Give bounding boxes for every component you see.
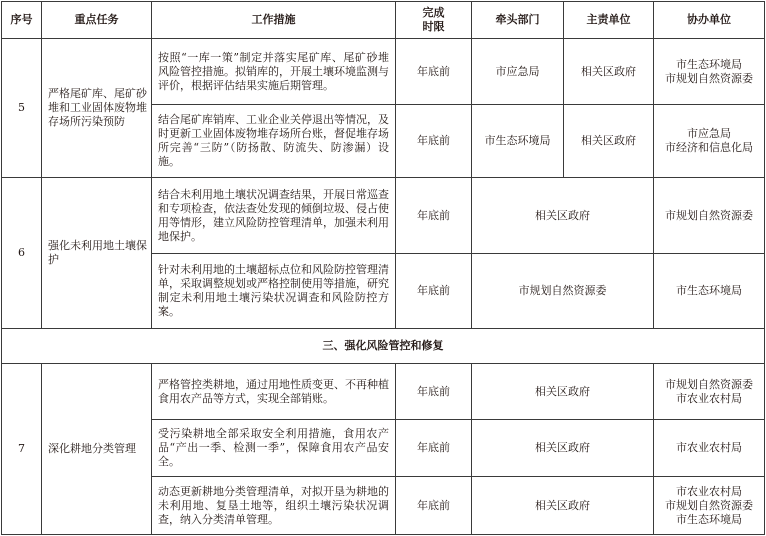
deadline-cell: 年底前 bbox=[396, 364, 472, 420]
assist-unit: 市生态环境局 bbox=[676, 284, 742, 297]
assist-unit: 市经济和信息化局 bbox=[665, 141, 753, 154]
assist-cell bbox=[654, 105, 765, 178]
assist-unit: 市农业农村局 bbox=[676, 484, 742, 498]
header-measure: 工作措施 bbox=[152, 2, 396, 39]
lead-responsible-merged-cell: 相关区政府 bbox=[472, 364, 654, 420]
task-name: 深化耕地分类管理 bbox=[42, 364, 152, 535]
responsible-cell: 相关区政府 bbox=[564, 105, 654, 178]
deadline-cell: 年底前 bbox=[396, 39, 472, 105]
measure-text: 结合尾矿库销库、工业企业关停退出等情况，及时更新工业固体废物堆存场所台账，督促堆存场所完善“三防”（防扬散、防流失、防渗漏）设施。 bbox=[152, 105, 396, 178]
assist-unit: 市生态环境局 bbox=[676, 512, 742, 526]
row-number: 5 bbox=[2, 39, 42, 178]
table-row bbox=[2, 364, 765, 420]
table-row bbox=[2, 178, 765, 254]
lead-cell: 市应急局 bbox=[472, 39, 564, 105]
deadline-cell: 年底前 bbox=[396, 420, 472, 477]
header-lead: 牵头部门 bbox=[472, 2, 564, 39]
measure-text: 动态更新耕地分类管理清单，对拟开垦为耕地的未利用地、复垦土地等，组织土壤污染状况调查，纳入分类清单管理。 bbox=[152, 477, 396, 535]
assist-unit: 市应急局 bbox=[687, 127, 731, 140]
header-no: 序号 bbox=[2, 2, 42, 39]
lead-responsible-merged-cell: 相关区政府 bbox=[472, 420, 654, 477]
header-row bbox=[2, 2, 765, 39]
lead-responsible-merged-cell: 市规划自然资源委 bbox=[472, 254, 654, 329]
task-name: 强化未利用地土壤保护 bbox=[42, 178, 152, 329]
lead-responsible-merged-cell: 相关区政府 bbox=[472, 178, 654, 254]
measure-text: 受污染耕地全部采取安全利用措施，食用农产品“产出一季、检测一季”，保障食用农产品安全。 bbox=[152, 420, 396, 477]
section-title: 三、强化风险管控和修复 bbox=[2, 329, 765, 364]
lead-responsible-merged-cell: 相关区政府 bbox=[472, 477, 654, 535]
header-responsible: 主责单位 bbox=[564, 2, 654, 39]
assist-unit: 市规划自然资源委 bbox=[665, 208, 753, 222]
row-number: 7 bbox=[2, 364, 42, 535]
task-name: 严格尾矿库、尾矿砂堆和工业固体废物堆存场所污染预防 bbox=[42, 39, 152, 178]
deadline-cell: 年底前 bbox=[396, 178, 472, 254]
deadline-cell: 年底前 bbox=[396, 105, 472, 178]
assist-unit: 市农业农村局 bbox=[676, 441, 742, 454]
header-task: 重点任务 bbox=[42, 2, 152, 39]
assist-cell bbox=[654, 178, 765, 254]
assist-unit: 市生态环境局 bbox=[676, 57, 742, 71]
assist-unit: 市规划自然资源委 bbox=[665, 71, 753, 85]
deadline-cell: 年底前 bbox=[396, 254, 472, 329]
deadline-cell: 年底前 bbox=[396, 477, 472, 535]
assist-cell bbox=[654, 420, 765, 477]
table-row bbox=[2, 39, 765, 105]
assist-cell bbox=[654, 364, 765, 420]
assist-cell bbox=[654, 477, 765, 535]
measure-text: 按照“一库一策”制定并落实尾矿库、尾矿砂堆风险管控措施。拟销库的，开展土壤环境监测与评价，根据评估结果实施后期管理。 bbox=[152, 39, 396, 105]
header-assist: 协办单位 bbox=[654, 2, 765, 39]
measure-text: 针对未利用地的土壤超标点位和风险防控管理清单，采取调整规划或严格控制使用等措施，研究制定未利用地土壤污染状况调查和风险防控方案。 bbox=[152, 254, 396, 329]
section-row bbox=[2, 329, 765, 364]
assist-unit: 市农业农村局 bbox=[676, 391, 742, 405]
lead-cell: 市生态环境局 bbox=[472, 105, 564, 178]
task-table bbox=[1, 1, 765, 535]
assist-cell bbox=[654, 254, 765, 329]
assist-unit: 市规划自然资源委 bbox=[665, 498, 753, 512]
measure-text: 严格管控类耕地，通过用地性质变更、不再种植食用农产品等方式，实现全部销账。 bbox=[152, 364, 396, 420]
assist-unit: 市规划自然资源委 bbox=[665, 377, 753, 391]
assist-cell bbox=[654, 39, 765, 105]
header-deadline-line1: 完成 bbox=[422, 6, 445, 19]
measure-text: 结合未利用地土壤状况调查结果，开展日常巡查和专项检查，依法查处发现的倾倒垃圾、侵占使用等情形，建立风险防控管理清单，加强未利用地保护。 bbox=[152, 178, 396, 254]
header-deadline bbox=[396, 2, 472, 39]
header-deadline-line2: 时限 bbox=[422, 20, 445, 33]
responsible-cell: 相关区政府 bbox=[564, 39, 654, 105]
row-number: 6 bbox=[2, 178, 42, 329]
